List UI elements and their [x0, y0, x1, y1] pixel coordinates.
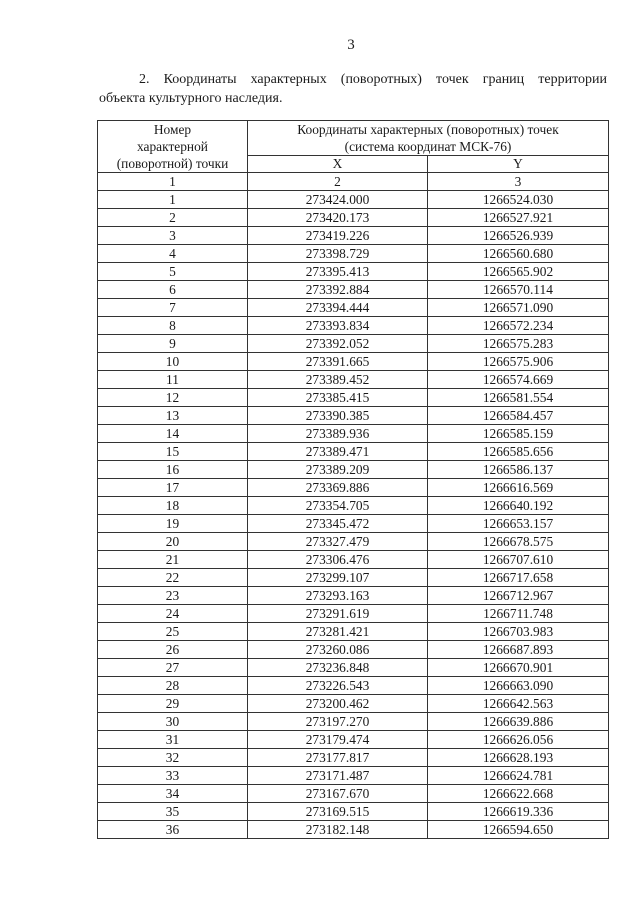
table-row	[98, 623, 609, 641]
y-coordinate-cell: 1266619.336	[428, 803, 609, 821]
x-coordinate-cell: 273389.209	[248, 461, 428, 479]
x-coordinate-cell: 273354.705	[248, 497, 428, 515]
table-row	[98, 731, 609, 749]
x-coordinate-cell: 273420.173	[248, 209, 428, 227]
y-coordinate-cell: 1266622.668	[428, 785, 609, 803]
x-coordinate-cell: 273389.936	[248, 425, 428, 443]
coordinates-table-body	[98, 191, 609, 839]
table-row	[98, 353, 609, 371]
x-coordinate-cell: 273293.163	[248, 587, 428, 605]
table-row	[98, 407, 609, 425]
y-coordinate-cell: 1266639.886	[428, 713, 609, 731]
x-coordinate-cell: 273306.476	[248, 551, 428, 569]
x-coordinate-cell: 273327.479	[248, 533, 428, 551]
point-number-cell: 16	[98, 461, 248, 479]
point-number-cell: 27	[98, 659, 248, 677]
x-coordinate-cell: 273177.817	[248, 749, 428, 767]
table-row	[98, 569, 609, 587]
y-coordinate-cell: 1266642.563	[428, 695, 609, 713]
y-coordinate-cell: 1266584.457	[428, 407, 609, 425]
point-number-cell: 17	[98, 479, 248, 497]
table-row	[98, 803, 609, 821]
x-coordinate-cell: 273281.421	[248, 623, 428, 641]
y-coordinate-cell: 1266526.939	[428, 227, 609, 245]
column-number-row	[98, 173, 609, 191]
y-coordinate-cell: 1266594.650	[428, 821, 609, 839]
y-coordinate-cell: 1266670.901	[428, 659, 609, 677]
point-number-cell: 13	[98, 407, 248, 425]
table-row	[98, 425, 609, 443]
y-coordinate-cell: 1266663.090	[428, 677, 609, 695]
column-number-cell: 3	[428, 173, 609, 191]
x-coordinate-cell: 273398.729	[248, 245, 428, 263]
table-row	[98, 299, 609, 317]
y-coordinate-cell: 1266585.159	[428, 425, 609, 443]
point-number-cell: 19	[98, 515, 248, 533]
y-coordinate-cell: 1266640.192	[428, 497, 609, 515]
point-number-cell: 4	[98, 245, 248, 263]
y-coordinate-cell: 1266712.967	[428, 587, 609, 605]
y-coordinate-cell: 1266678.575	[428, 533, 609, 551]
point-number-cell: 28	[98, 677, 248, 695]
y-coordinate-cell: 1266717.658	[428, 569, 609, 587]
y-coordinate-cell: 1266711.748	[428, 605, 609, 623]
table-row	[98, 227, 609, 245]
point-number-cell: 21	[98, 551, 248, 569]
point-number-cell: 8	[98, 317, 248, 335]
table-row	[98, 587, 609, 605]
table-row	[98, 659, 609, 677]
y-coordinate-cell: 1266572.234	[428, 317, 609, 335]
x-coordinate-cell: 273385.415	[248, 389, 428, 407]
point-number-cell: 24	[98, 605, 248, 623]
column-number-cell: 2	[248, 173, 428, 191]
x-coordinate-cell: 273394.444	[248, 299, 428, 317]
x-coordinate-cell: 273291.619	[248, 605, 428, 623]
x-coordinate-cell: 273200.462	[248, 695, 428, 713]
y-coordinate-cell: 1266574.669	[428, 371, 609, 389]
header-x: X	[248, 156, 428, 173]
table-row	[98, 389, 609, 407]
header-point-number-line: (поворотной) точки	[116, 156, 229, 171]
point-number-cell: 18	[98, 497, 248, 515]
header-point-number-line: Номер	[153, 122, 192, 137]
x-coordinate-cell: 273389.471	[248, 443, 428, 461]
point-number-cell: 6	[98, 281, 248, 299]
column-number-cell: 1	[98, 173, 248, 191]
header-coordinates	[248, 121, 609, 156]
x-coordinate-cell: 273395.413	[248, 263, 428, 281]
table-row	[98, 281, 609, 299]
table-row	[98, 605, 609, 623]
table-row	[98, 713, 609, 731]
section-heading-line-2: объекта культурного наследия.	[99, 91, 283, 106]
y-coordinate-cell: 1266575.906	[428, 353, 609, 371]
point-number-cell: 26	[98, 641, 248, 659]
x-coordinate-cell: 273393.834	[248, 317, 428, 335]
point-number-cell: 3	[98, 227, 248, 245]
header-y: Y	[428, 156, 609, 173]
x-coordinate-cell: 273171.487	[248, 767, 428, 785]
point-number-cell: 11	[98, 371, 248, 389]
y-coordinate-cell: 1266628.193	[428, 749, 609, 767]
y-coordinate-cell: 1266624.781	[428, 767, 609, 785]
point-number-cell: 9	[98, 335, 248, 353]
point-number-cell: 25	[98, 623, 248, 641]
table-row	[98, 317, 609, 335]
table-row	[98, 443, 609, 461]
table-row	[98, 767, 609, 785]
page-number: 3	[347, 37, 355, 53]
y-coordinate-cell: 1266687.893	[428, 641, 609, 659]
y-coordinate-cell: 1266575.283	[428, 335, 609, 353]
header-coordinates-line: (система координат МСК-76)	[344, 139, 512, 154]
x-coordinate-cell: 273167.670	[248, 785, 428, 803]
table-row	[98, 551, 609, 569]
point-number-cell: 7	[98, 299, 248, 317]
y-coordinate-cell: 1266707.610	[428, 551, 609, 569]
point-number-cell: 36	[98, 821, 248, 839]
y-coordinate-cell: 1266524.030	[428, 191, 609, 209]
y-coordinate-cell: 1266585.656	[428, 443, 609, 461]
y-coordinate-cell: 1266703.983	[428, 623, 609, 641]
x-coordinate-cell: 273260.086	[248, 641, 428, 659]
point-number-cell: 1	[98, 191, 248, 209]
section-heading-line-1: 2. Координаты характерных (поворотных) точек границ территории	[139, 72, 607, 87]
table-row	[98, 749, 609, 767]
table-row	[98, 695, 609, 713]
table-row	[98, 263, 609, 281]
coordinates-table-header	[98, 121, 609, 191]
x-coordinate-cell: 273391.665	[248, 353, 428, 371]
x-coordinate-cell: 273197.270	[248, 713, 428, 731]
point-number-cell: 20	[98, 533, 248, 551]
point-number-cell: 33	[98, 767, 248, 785]
point-number-cell: 2	[98, 209, 248, 227]
table-row	[98, 533, 609, 551]
x-coordinate-cell: 273345.472	[248, 515, 428, 533]
table-row	[98, 785, 609, 803]
x-coordinate-cell: 273424.000	[248, 191, 428, 209]
point-number-cell: 15	[98, 443, 248, 461]
table-row	[98, 641, 609, 659]
table-row	[98, 479, 609, 497]
y-coordinate-cell: 1266586.137	[428, 461, 609, 479]
table-row	[98, 245, 609, 263]
y-coordinate-cell: 1266616.569	[428, 479, 609, 497]
y-coordinate-cell: 1266581.554	[428, 389, 609, 407]
point-number-cell: 34	[98, 785, 248, 803]
x-coordinate-cell: 273182.148	[248, 821, 428, 839]
point-number-cell: 12	[98, 389, 248, 407]
header-point-number	[98, 121, 248, 173]
header-coordinates-line: Координаты характерных (поворотных) точек	[297, 122, 559, 137]
y-coordinate-cell: 1266565.902	[428, 263, 609, 281]
x-coordinate-cell: 273226.543	[248, 677, 428, 695]
table-row	[98, 335, 609, 353]
y-coordinate-cell: 1266626.056	[428, 731, 609, 749]
y-coordinate-cell: 1266527.921	[428, 209, 609, 227]
section-heading	[99, 70, 607, 108]
point-number-cell: 5	[98, 263, 248, 281]
x-coordinate-cell: 273419.226	[248, 227, 428, 245]
x-coordinate-cell: 273236.848	[248, 659, 428, 677]
point-number-cell: 31	[98, 731, 248, 749]
coordinates-table	[97, 120, 609, 839]
x-coordinate-cell: 273299.107	[248, 569, 428, 587]
header-point-number-line: характерной	[137, 139, 208, 154]
table-row	[98, 515, 609, 533]
y-coordinate-cell: 1266653.157	[428, 515, 609, 533]
y-coordinate-cell: 1266571.090	[428, 299, 609, 317]
table-row	[98, 209, 609, 227]
x-coordinate-cell: 273392.884	[248, 281, 428, 299]
point-number-cell: 14	[98, 425, 248, 443]
point-number-cell: 35	[98, 803, 248, 821]
x-coordinate-cell: 273392.052	[248, 335, 428, 353]
y-coordinate-cell: 1266560.680	[428, 245, 609, 263]
x-coordinate-cell: 273390.385	[248, 407, 428, 425]
point-number-cell: 23	[98, 587, 248, 605]
point-number-cell: 10	[98, 353, 248, 371]
point-number-cell: 30	[98, 713, 248, 731]
table-row	[98, 191, 609, 209]
table-row	[98, 677, 609, 695]
y-coordinate-cell: 1266570.114	[428, 281, 609, 299]
table-row	[98, 461, 609, 479]
x-coordinate-cell: 273179.474	[248, 731, 428, 749]
point-number-cell: 22	[98, 569, 248, 587]
table-row	[98, 497, 609, 515]
table-row	[98, 821, 609, 839]
x-coordinate-cell: 273389.452	[248, 371, 428, 389]
x-coordinate-cell: 273169.515	[248, 803, 428, 821]
point-number-cell: 32	[98, 749, 248, 767]
point-number-cell: 29	[98, 695, 248, 713]
table-row	[98, 371, 609, 389]
x-coordinate-cell: 273369.886	[248, 479, 428, 497]
